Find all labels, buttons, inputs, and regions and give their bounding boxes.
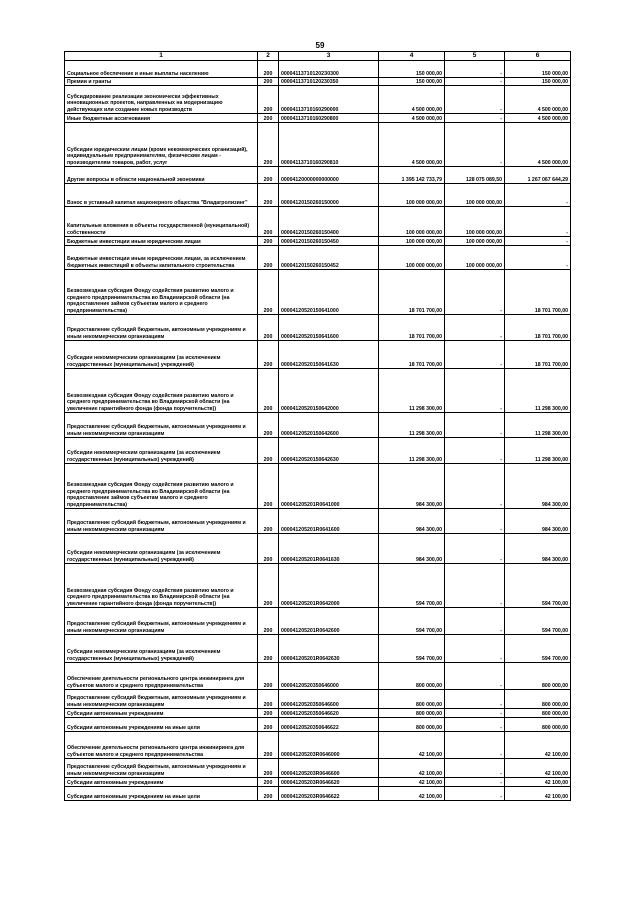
row-name-cell: Безвозмездная субсидия Фонду содействия развитию малого и среднего предпринимательства во Владимирской области (на предоставление займов субъектам малого и среднего предпринимательства)	[65, 270, 258, 315]
row-value-6-cell: 984 300,00	[505, 509, 571, 534]
table-row	[65, 732, 571, 759]
table-row	[65, 709, 571, 718]
row-name-cell: Субсидии некоммерческим организациям (за исключением государственных (муниципальных) учреждений)	[65, 534, 258, 564]
column-header-5: 5	[445, 52, 505, 61]
row-value-4-cell: 18 701 700,00	[379, 315, 445, 341]
row-value-6-cell: -	[505, 246, 571, 270]
table-row	[65, 564, 571, 608]
row-name-cell: Премии и гранты	[65, 78, 258, 86]
row-code-2-cell: 200	[258, 534, 279, 564]
row-code-2-cell: 200	[258, 564, 279, 608]
row-name-cell: Безвозмездная субсидия Фонду содействия развитию малого и среднего предпринимательства во Владимирской области (на предоставление займов субъектам малого и среднего предпринимательства)	[65, 464, 258, 509]
row-value-4-cell: 42 100,00	[379, 759, 445, 778]
row-value-4-cell: 4 500 000,00	[379, 114, 445, 123]
row-value-4-cell: 100 000 000,00	[379, 184, 445, 207]
row-value-6-cell: 11 298 300,00	[505, 369, 571, 413]
row-value-5-cell: -	[445, 663, 505, 690]
column-header-6: 6	[505, 52, 571, 61]
row-code-2-cell: 200	[258, 86, 279, 114]
row-code-2-cell: 200	[258, 509, 279, 534]
row-value-6-cell: 984 300,00	[505, 534, 571, 564]
row-code-2-cell: 200	[258, 114, 279, 123]
row-budget-code-cell: 00004120520350646600	[279, 690, 379, 709]
row-budget-code-cell: 000041205203R0646600	[279, 759, 379, 778]
row-value-6-cell: 11 298 300,00	[505, 413, 571, 438]
row-value-5-cell: 100 000 000,00	[445, 237, 505, 246]
table-row	[65, 663, 571, 690]
row-value-4-cell: 594 700,00	[379, 564, 445, 608]
row-value-4-cell: 984 300,00	[379, 509, 445, 534]
row-value-5-cell: -	[445, 635, 505, 663]
row-value-4-cell: 100 000 000,00	[379, 246, 445, 270]
row-name-cell: Субсидии некоммерческим организациям (за исключением государственных (муниципальных) учреждений)	[65, 438, 258, 464]
table-row	[65, 778, 571, 787]
row-value-4-cell: 594 700,00	[379, 608, 445, 635]
row-code-2-cell: 200	[258, 246, 279, 270]
row-name-cell: Взнос в уставный капитал акционерного общества "Владагролизинг"	[65, 184, 258, 207]
column-header-3: 3	[279, 52, 379, 61]
row-value-4-cell: 4 500 000,00	[379, 123, 445, 167]
row-name-cell: Бюджетные инвестиции иным юридическим лицам, за исключением бюджетных инвестиций в объекты капитального строительства	[65, 246, 258, 270]
row-value-6-cell: 594 700,00	[505, 564, 571, 608]
row-value-4-cell: 42 100,00	[379, 732, 445, 759]
row-name-cell: Субсидии некоммерческим организациям (за исключением государственных (муниципальных) учреждений)	[65, 635, 258, 663]
row-budget-code-cell: 000041205201R0641630	[279, 534, 379, 564]
table-row	[65, 123, 571, 167]
row-value-4-cell: 984 300,00	[379, 464, 445, 509]
row-name-cell: Иные бюджетные ассигнования	[65, 114, 258, 123]
row-value-5-cell: -	[445, 61, 505, 78]
table-row	[65, 690, 571, 709]
row-code-2-cell: 200	[258, 778, 279, 787]
row-value-4-cell: 11 298 300,00	[379, 413, 445, 438]
row-value-6-cell: 18 701 700,00	[505, 270, 571, 315]
row-value-5-cell: -	[445, 534, 505, 564]
row-value-5-cell: -	[445, 718, 505, 732]
table-row	[65, 509, 571, 534]
column-header-1: 1	[65, 52, 258, 61]
row-value-5-cell: -	[445, 123, 505, 167]
table-row	[65, 167, 571, 184]
row-code-2-cell: 200	[258, 608, 279, 635]
column-header-4: 4	[379, 52, 445, 61]
table-row	[65, 184, 571, 207]
row-value-6-cell: 4 500 000,00	[505, 114, 571, 123]
row-budget-code-cell: 00004120520150642630	[279, 438, 379, 464]
row-budget-code-cell: 00004120520150641600	[279, 315, 379, 341]
row-code-2-cell: 200	[258, 237, 279, 246]
row-budget-code-cell: 00004120520150642600	[279, 413, 379, 438]
row-value-5-cell: -	[445, 315, 505, 341]
row-code-2-cell: 200	[258, 464, 279, 509]
row-value-6-cell: 42 100,00	[505, 759, 571, 778]
table-row	[65, 207, 571, 237]
row-value-6-cell: -	[505, 184, 571, 207]
row-value-4-cell: 800 000,00	[379, 718, 445, 732]
row-value-5-cell: 100 000 000,00	[445, 184, 505, 207]
row-code-2-cell: 200	[258, 207, 279, 237]
row-budget-code-cell: 000041205203R0646000	[279, 732, 379, 759]
table-row	[65, 534, 571, 564]
table-row	[65, 438, 571, 464]
row-value-5-cell: -	[445, 778, 505, 787]
table-row	[65, 608, 571, 635]
row-budget-code-cell: 000041205201R0642000	[279, 564, 379, 608]
row-value-6-cell: 18 701 700,00	[505, 341, 571, 369]
row-value-6-cell: 1 267 067 644,29	[505, 167, 571, 184]
row-value-4-cell: 800 000,00	[379, 709, 445, 718]
row-budget-code-cell: 00004120520350646620	[279, 709, 379, 718]
row-code-2-cell: 200	[258, 270, 279, 315]
table-row	[65, 270, 571, 315]
table-row	[65, 464, 571, 509]
row-value-4-cell: 150 000,00	[379, 78, 445, 86]
row-code-2-cell: 200	[258, 635, 279, 663]
row-value-6-cell: 800 000,00	[505, 690, 571, 709]
row-budget-code-cell: 00004120000000000000	[279, 167, 379, 184]
row-value-6-cell: 4 500 000,00	[505, 86, 571, 114]
row-value-4-cell: 100 000 000,00	[379, 207, 445, 237]
table-row	[65, 114, 571, 123]
row-value-4-cell: 594 700,00	[379, 635, 445, 663]
row-name-cell: Капитальные вложения в объекты государственной (муниципальной) собственности	[65, 207, 258, 237]
row-name-cell: Другие вопросы в области национальной экономики	[65, 167, 258, 184]
row-code-2-cell: 200	[258, 690, 279, 709]
row-value-6-cell: 800 000,00	[505, 663, 571, 690]
row-code-2-cell: 200	[258, 78, 279, 86]
row-value-4-cell: 18 701 700,00	[379, 341, 445, 369]
row-value-4-cell: 984 300,00	[379, 534, 445, 564]
row-name-cell: Субсидии автономным учреждениям	[65, 709, 258, 718]
row-budget-code-cell: 00004120150260150400	[279, 207, 379, 237]
table-row	[65, 341, 571, 369]
row-value-6-cell: 42 100,00	[505, 732, 571, 759]
row-name-cell: Субсидии некоммерческим организациям (за исключением государственных (муниципальных) учреждений)	[65, 341, 258, 369]
row-budget-code-cell: 00004120150260150000	[279, 184, 379, 207]
row-budget-code-cell: 00004113710160290810	[279, 123, 379, 167]
table-row	[65, 61, 571, 78]
row-budget-code-cell: 00004120150260150450	[279, 237, 379, 246]
row-budget-code-cell: 000041205203R0646622	[279, 787, 379, 801]
row-code-2-cell: 200	[258, 369, 279, 413]
row-code-2-cell: 200	[258, 718, 279, 732]
row-value-4-cell: 150 000,00	[379, 61, 445, 78]
row-value-6-cell: 4 500 000,00	[505, 123, 571, 167]
row-value-5-cell: -	[445, 114, 505, 123]
row-value-6-cell: 42 100,00	[505, 778, 571, 787]
row-name-cell: Субсидии юридическим лицам (кроме некоммерческих организаций), индивидуальным предпринимателям, физическим лицам - производителям товаров, работ, услуг	[65, 123, 258, 167]
row-value-6-cell: 800 000,00	[505, 718, 571, 732]
row-value-5-cell: -	[445, 732, 505, 759]
page-number: 59	[315, 41, 325, 50]
row-name-cell: Бюджетные инвестиции иным юридическим лицам	[65, 237, 258, 246]
row-name-cell: Предоставление субсидий бюджетным, автономным учреждениям и иным некоммерческим организациям	[65, 413, 258, 438]
table-row	[65, 718, 571, 732]
row-value-4-cell: 42 100,00	[379, 787, 445, 801]
row-code-2-cell: 200	[258, 732, 279, 759]
row-name-cell: Предоставление субсидий бюджетным, автономным учреждениям и иным некоммерческим организациям	[65, 759, 258, 778]
row-budget-code-cell: 00004113710160290000	[279, 86, 379, 114]
row-value-5-cell: -	[445, 564, 505, 608]
row-value-5-cell: -	[445, 608, 505, 635]
row-value-4-cell: 800 000,00	[379, 663, 445, 690]
column-header-2: 2	[258, 52, 279, 61]
row-value-4-cell: 800 000,00	[379, 690, 445, 709]
row-value-4-cell: 18 701 700,00	[379, 270, 445, 315]
row-value-4-cell: 100 000 000,00	[379, 237, 445, 246]
row-budget-code-cell: 00004120150260150452	[279, 246, 379, 270]
row-budget-code-cell: 00004113710120230350	[279, 78, 379, 86]
row-budget-code-cell: 00004120520350646000	[279, 663, 379, 690]
row-value-4-cell: 42 100,00	[379, 778, 445, 787]
table-row	[65, 237, 571, 246]
table-row	[65, 78, 571, 86]
row-code-2-cell: 200	[258, 663, 279, 690]
row-value-6-cell: 800 000,00	[505, 709, 571, 718]
row-value-5-cell: -	[445, 86, 505, 114]
column-header-row	[65, 52, 571, 61]
row-value-6-cell: -	[505, 237, 571, 246]
row-value-5-cell: -	[445, 509, 505, 534]
row-budget-code-cell: 000041205201R0641000	[279, 464, 379, 509]
row-budget-code-cell: 000041205201R0642600	[279, 608, 379, 635]
table-row	[65, 759, 571, 778]
row-budget-code-cell: 000041205203R0646620	[279, 778, 379, 787]
row-value-5-cell: -	[445, 341, 505, 369]
table-row	[65, 635, 571, 663]
row-name-cell: Предоставление субсидий бюджетным, автономным учреждениям и иным некоммерческим организациям	[65, 509, 258, 534]
row-name-cell: Субсидии автономным учреждениям на иные цели	[65, 718, 258, 732]
row-name-cell: Субсидии автономным учреждениям на иные цели	[65, 787, 258, 801]
row-value-6-cell: 150 000,00	[505, 61, 571, 78]
row-value-6-cell: 11 298 300,00	[505, 438, 571, 464]
row-value-5-cell: -	[445, 709, 505, 718]
row-code-2-cell: 200	[258, 759, 279, 778]
row-name-cell: Безвозмездная субсидия Фонду содействия развитию малого и среднего предпринимательства во Владимирской области (на увеличение гарантийного фонда (фонда поручительств))	[65, 369, 258, 413]
row-value-6-cell: 594 700,00	[505, 635, 571, 663]
row-code-2-cell: 200	[258, 184, 279, 207]
row-value-5-cell: -	[445, 78, 505, 86]
row-code-2-cell: 200	[258, 61, 279, 78]
row-code-2-cell: 200	[258, 438, 279, 464]
table-row	[65, 413, 571, 438]
row-name-cell: Предоставление субсидий бюджетным, автономным учреждениям и иным некоммерческим организациям	[65, 608, 258, 635]
row-name-cell: Безвозмездная субсидия Фонду содействия развитию малого и среднего предпринимательства во Владимирской области (на увеличение гарантийного фонда (фонда поручительств))	[65, 564, 258, 608]
budget-table	[64, 51, 571, 801]
row-value-5-cell: 100 000 000,00	[445, 207, 505, 237]
row-value-6-cell: 150 000,00	[505, 78, 571, 86]
row-name-cell: Предоставление субсидий бюджетным, автономным учреждениям и иным некоммерческим организациям	[65, 690, 258, 709]
row-value-5-cell: -	[445, 759, 505, 778]
table-row	[65, 315, 571, 341]
table-row	[65, 246, 571, 270]
row-budget-code-cell: 000041205201R0642630	[279, 635, 379, 663]
row-value-5-cell: -	[445, 690, 505, 709]
row-value-4-cell: 11 298 300,00	[379, 369, 445, 413]
row-name-cell: Субсидирование реализации экономически эффективных инновационных проектов, направленных на модернизацию действующих или создание новых производств	[65, 86, 258, 114]
row-value-5-cell: 100 000 000,00	[445, 246, 505, 270]
row-code-2-cell: 200	[258, 709, 279, 718]
row-budget-code-cell: 00004120520150641000	[279, 270, 379, 315]
table-row	[65, 787, 571, 801]
row-code-2-cell: 200	[258, 787, 279, 801]
row-name-cell: Субсидии автономным учреждениям	[65, 778, 258, 787]
row-value-5-cell: -	[445, 787, 505, 801]
row-value-5-cell: -	[445, 369, 505, 413]
row-value-4-cell: 1 395 142 733,79	[379, 167, 445, 184]
row-value-6-cell: -	[505, 207, 571, 237]
row-value-5-cell: -	[445, 270, 505, 315]
row-value-5-cell: -	[445, 464, 505, 509]
table-row	[65, 86, 571, 114]
row-value-4-cell: 4 500 000,00	[379, 86, 445, 114]
row-name-cell: Социальное обеспечение и иные выплаты населению	[65, 61, 258, 78]
row-value-6-cell: 984 300,00	[505, 464, 571, 509]
row-value-6-cell: 594 700,00	[505, 608, 571, 635]
row-value-5-cell: 128 075 089,50	[445, 167, 505, 184]
row-value-4-cell: 11 298 300,00	[379, 438, 445, 464]
row-code-2-cell: 200	[258, 123, 279, 167]
row-code-2-cell: 200	[258, 413, 279, 438]
row-name-cell: Обеспечение деятельности регионального центра инжиниринга для субъектов малого и среднего предпринимательства	[65, 663, 258, 690]
row-budget-code-cell: 00004120520150641630	[279, 341, 379, 369]
row-budget-code-cell: 00004113710160290800	[279, 114, 379, 123]
row-code-2-cell: 200	[258, 167, 279, 184]
row-value-6-cell: 18 701 700,00	[505, 315, 571, 341]
table-row	[65, 369, 571, 413]
row-name-cell: Предоставление субсидий бюджетным, автономным учреждениям и иным некоммерческим организациям	[65, 315, 258, 341]
row-value-6-cell: 42 100,00	[505, 787, 571, 801]
row-budget-code-cell: 000041137101202З0300	[279, 61, 379, 78]
row-name-cell: Обеспечение деятельности регионального центра инжиниринга для субъектов малого и среднего предпринимательства	[65, 732, 258, 759]
row-budget-code-cell: 00004120520350646622	[279, 718, 379, 732]
row-value-5-cell: -	[445, 438, 505, 464]
row-budget-code-cell: 00004120520150642000	[279, 369, 379, 413]
row-budget-code-cell: 000041205201R0641600	[279, 509, 379, 534]
row-code-2-cell: 200	[258, 341, 279, 369]
row-value-5-cell: -	[445, 413, 505, 438]
row-code-2-cell: 200	[258, 315, 279, 341]
